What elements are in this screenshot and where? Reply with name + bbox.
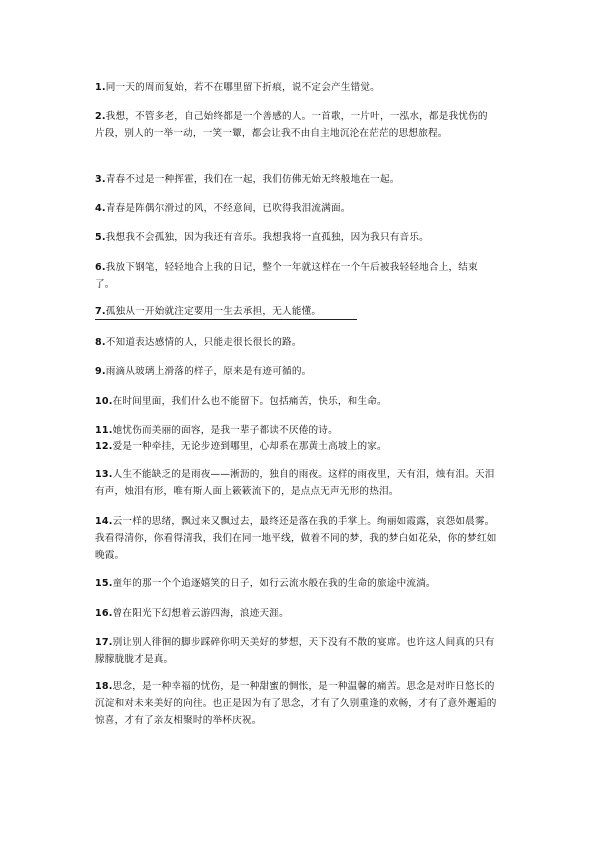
item-number: 18. — [95, 681, 113, 692]
item-text: 曾在阳光下幻想着云游四海，浪迹天涯。 — [112, 608, 289, 619]
item-number: 2. — [95, 111, 106, 122]
item-number: 5. — [95, 232, 106, 243]
item-number: 8. — [95, 337, 106, 348]
list-item — [95, 466, 497, 500]
item-text: 思念，是一种幸福的忧伤，是一种甜蜜的惆怅，是一种温馨的痛苦。思念是对昨日悠长的沉淀和对未来美好的向往。也正是因为有了思念，才有了久别重逢的欢畅，才有了意外邂逅的惊喜，才有了亲友相聚时的举杯庆祝。 — [95, 681, 497, 726]
list-item — [95, 108, 497, 142]
list-item — [95, 393, 497, 410]
item-number: 11. — [95, 425, 113, 436]
item-text: 我想，不管多老，自己始终都是一个善感的人。一首歌，一片叶，一泓水，都是我忧伤的片段，别人的一举一动，一笑一颦，都会让我不由自主地沉沦在茫茫的思想旅程。 — [95, 111, 488, 139]
item-number: 16. — [95, 608, 113, 619]
item-number: 15. — [95, 578, 113, 589]
item-text: 童年的那一个个追逐嬉笑的日子，如行云流水般在我的生命的旅途中流淌。 — [112, 578, 436, 589]
list-item — [95, 200, 497, 217]
item-number: 7. — [95, 306, 106, 317]
item-text: 青春不过是一种挥霍，我们在一起，我们仿佛无始无终般地在一起。 — [105, 174, 400, 185]
item-text: 别让别人徘徊的脚步踩碎你明天美好的梦想，天下没有不散的宴席。也许这人间真的只有朦朦胧胧才是真。 — [95, 637, 495, 665]
item-text: 青春是阵偶尔滑过的风，不经意间，已吹得我泪流满面。 — [105, 203, 351, 214]
item-number: 4. — [95, 203, 106, 214]
item-text: 在时间里面，我们什么也不能留下。包括痛苦，快乐，和生命。 — [112, 396, 387, 407]
list-item — [95, 513, 497, 564]
item-number: 14. — [95, 516, 113, 527]
list-item — [95, 438, 497, 455]
item-text: 人生不能缺乏的是雨夜——淅沥的，独自的雨夜。这样的雨夜里，天有泪，烛有泪。天泪有声，烛泪有形，唯有斯人面上簌簌流下的，是点点无声无形的热泪。 — [95, 469, 495, 497]
item-text: 雨滴从玻璃上滑落的样子，原来是有迹可循的。 — [105, 366, 312, 377]
list-item — [95, 303, 497, 320]
list-item — [95, 334, 497, 351]
item-number: 13. — [95, 469, 113, 480]
item-text: 我想我不会孤独，因为我还有音乐。我想我将一直孤独，因为我只有音乐。 — [105, 232, 429, 243]
list-item — [95, 422, 497, 439]
list-item — [95, 229, 497, 246]
item-number: 3. — [95, 174, 106, 185]
item-number: 12. — [95, 441, 113, 452]
list-item — [95, 575, 497, 592]
list-item — [95, 171, 497, 188]
list-item — [95, 363, 497, 380]
underline — [95, 319, 357, 320]
item-text: 孤独从一开始就注定要用一生去承担，无人能懂。 — [105, 306, 322, 317]
list-item — [95, 259, 497, 293]
list-item — [95, 634, 497, 668]
item-number: 10. — [95, 396, 113, 407]
item-text: 她忧伤而美丽的面容，是我一辈子都读不厌倦的诗。 — [112, 425, 338, 436]
item-text: 我放下钢笔，轻轻地合上我的日记，整个一年就这样在一个午后被我轻轻地合上，结束了。 — [95, 262, 478, 290]
item-number: 1. — [95, 82, 106, 93]
item-text: 同一天的周而复始，若不在哪里留下折痕，说不定会产生错觉。 — [105, 82, 380, 93]
list-item — [95, 605, 497, 622]
list-item — [95, 79, 497, 96]
item-text: 云一样的思绪，飘过来又飘过去，最终还是落在我的手掌上。绚丽如霞露，哀怨如晨雾。我看得清你，你看得清我，我们在同一地平线，做着不同的梦，我的梦白如花朵，你的梦红如晚霞。 — [95, 516, 497, 561]
item-text: 不知道表达感情的人，只能走很长很长的路。 — [105, 337, 302, 348]
list-item — [95, 678, 497, 729]
item-number: 17. — [95, 637, 113, 648]
item-number: 6. — [95, 262, 106, 273]
item-text: 爱是一种牵挂，无论步迹到哪里，心却系在那黄土高坡上的家。 — [112, 441, 387, 452]
item-number: 9. — [95, 366, 106, 377]
